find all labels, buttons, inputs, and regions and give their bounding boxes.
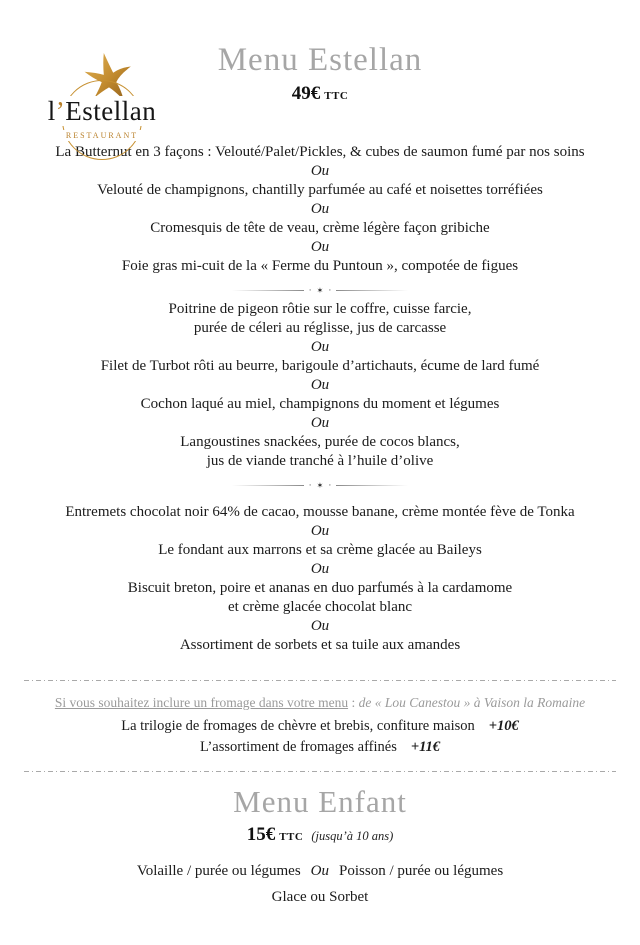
cheese-intro-source: de « Lou Canestou » à Vaison la Romaine [358, 695, 586, 710]
divider-line [336, 485, 408, 486]
course-starters [0, 143, 640, 276]
course-divider [0, 286, 640, 295]
kids-main-line [0, 862, 640, 881]
dish-line: purée de céleri au réglisse, jus de carcasse [193, 320, 447, 336]
logo-subtitle: RESTAURANT [52, 130, 152, 141]
or-label: Ou [310, 377, 330, 393]
cheese-option-price: +11€ [410, 739, 441, 755]
restaurant-logo [42, 50, 162, 158]
dish-line: Le fondant aux marrons et sa crème glacée au Baileys [158, 542, 482, 558]
or-label: Ou [310, 339, 330, 355]
dish-line: Poitrine de pigeon rôtie sur le coffre, cuisse farcie, [168, 301, 472, 317]
or-label: Ou [310, 163, 330, 179]
dish-line: Cochon laqué au miel, champignons du moment et légumes [140, 396, 500, 412]
dish-line: Biscuit breton, poire et ananas en duo parfumés à la cardamome [127, 580, 513, 596]
divider-dot: · [328, 285, 332, 295]
cheese-option [0, 737, 640, 758]
cheese-options [0, 716, 640, 758]
or-label: Ou [310, 561, 330, 577]
price-unit: TTC [279, 831, 304, 843]
dish-line: jus de viande tranché à l’huile d’olive [206, 453, 434, 469]
star-icon: ✶ [316, 286, 324, 295]
or-label: Ou [310, 201, 330, 217]
menu-title: Menu Estellan [217, 42, 423, 78]
price-unit: TTC [324, 90, 349, 102]
dish-line: La Butternut en 3 façons : Velouté/Palet/Pickles, & cubes de saumon fumé par nos soins [55, 144, 585, 160]
kids-main-right: Poisson / purée ou légumes [339, 863, 504, 879]
or-label: Ou [310, 523, 330, 539]
dish-line: Filet de Turbot rôti au beurre, barigoule d’artichauts, écume de lard fumé [100, 358, 540, 374]
divider-dot: · [328, 480, 332, 490]
star-icon: ✶ [316, 481, 324, 490]
price-amount: 15€ [246, 824, 276, 845]
dish-line: Langoustines snackées, purée de cocos blancs, [180, 434, 460, 450]
price-amount: 49€ [291, 83, 321, 104]
course-divider [0, 481, 640, 490]
cheese-option-text: La trilogie de fromages de chèvre et brebis, confiture maison [121, 718, 475, 734]
kids-main-left: Volaille / purée ou légumes [136, 863, 301, 879]
dish-line: et crème glacée chocolat blanc [227, 599, 413, 615]
cheese-option-text: L’assortiment de fromages affinés [199, 739, 397, 755]
cheese-option [0, 716, 640, 737]
cheese-intro-colon: : [348, 695, 359, 710]
divider-line [232, 290, 304, 291]
dish-line: Assortiment de sorbets et sa tuile aux amandes [179, 637, 461, 653]
cheese-option-price: +10€ [488, 718, 519, 734]
course-desserts [0, 503, 640, 655]
dashed-rule [24, 680, 616, 681]
dish-line: Entremets chocolat noir 64% de cacao, mousse banane, crème montée fève de Tonka [65, 504, 575, 520]
dish-line: Velouté de champignons, chantilly parfumée au café et noisettes torréfiées [97, 182, 543, 198]
course-mains [0, 300, 640, 471]
or-label: Ou [310, 863, 330, 879]
dashed-rule [24, 771, 616, 772]
cheese-intro-underlined: Si vous souhaitez inclure un fromage dans votre menu [54, 695, 349, 710]
or-label: Ou [310, 618, 330, 634]
kids-dessert-line: Glace ou Sorbet [271, 889, 369, 905]
cheese-intro [0, 694, 640, 712]
dish-line: Foie gras mi-cuit de la « Ferme du Puntoun », compotée de figues [121, 258, 519, 274]
age-note: (jusqu’à 10 ans) [311, 829, 394, 843]
logo-wordmark: l’Estellan [42, 96, 162, 126]
divider-line [336, 290, 408, 291]
dish-line: Cromesquis de tête de veau, crème légère façon gribiche [150, 220, 490, 236]
divider-dot: · [308, 285, 312, 295]
divider-line [232, 485, 304, 486]
kids-menu-price [0, 824, 640, 848]
divider-dot: · [308, 480, 312, 490]
or-label: Ou [310, 415, 330, 431]
or-label: Ou [310, 239, 330, 255]
kids-menu-title: Menu Enfant [233, 784, 407, 819]
